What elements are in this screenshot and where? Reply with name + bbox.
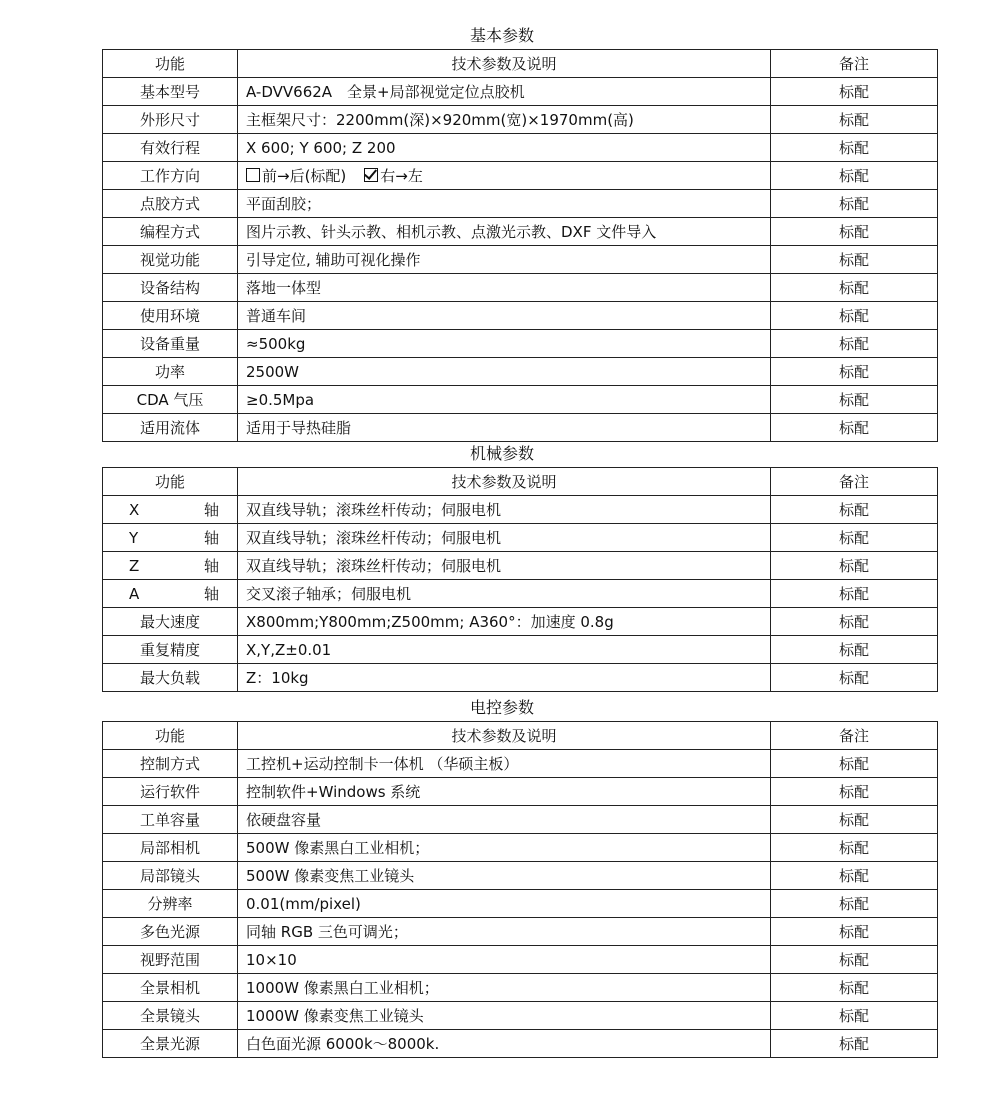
- table-row: [103, 190, 938, 218]
- axis-func-cell: [103, 580, 238, 608]
- row-func: 基本型号: [103, 78, 238, 106]
- row-spec: 图片示教、针头示教、相机示教、点激光示教、DXF 文件导入: [238, 218, 771, 246]
- row-note: 标配: [771, 890, 938, 918]
- row-note: 标配: [771, 974, 938, 1002]
- table-header-row: [103, 468, 938, 496]
- row-note: 标配: [771, 78, 938, 106]
- row-func: 设备结构: [103, 274, 238, 302]
- row-func: 外形尺寸: [103, 106, 238, 134]
- basic-params-table: [102, 49, 938, 442]
- axis-func-cell: [103, 496, 238, 524]
- row-note: 标配: [771, 524, 938, 552]
- axis-suffix: 轴: [203, 556, 219, 575]
- electrical-params-table: [102, 721, 938, 1058]
- row-note: 标配: [771, 246, 938, 274]
- row-note: 标配: [771, 496, 938, 524]
- row-note: 标配: [771, 274, 938, 302]
- row-func: 功率: [103, 358, 238, 386]
- table-row: [103, 750, 938, 778]
- row-func: 全景光源: [103, 1030, 238, 1058]
- axis-func-cell: [103, 552, 238, 580]
- row-func: 全景镜头: [103, 1002, 238, 1030]
- row-func: 使用环境: [103, 302, 238, 330]
- mechanical-params-title: 机械参数: [469, 444, 534, 463]
- row-spec: X800mm;Y800mm;Z500mm; A360°：加速度 0.8g: [238, 608, 771, 636]
- header-spec: 技术参数及说明: [238, 722, 771, 750]
- table-row: [103, 974, 938, 1002]
- row-note: 标配: [771, 834, 938, 862]
- header-note: 备注: [771, 50, 938, 78]
- axis-func-cell: [103, 524, 238, 552]
- row-note: 标配: [771, 1030, 938, 1058]
- table-row: [103, 1002, 938, 1030]
- row-spec: 2500W: [238, 358, 771, 386]
- row-spec: 500W 像素变焦工业镜头: [238, 862, 771, 890]
- row-func: 全景相机: [103, 974, 238, 1002]
- table-row: [103, 414, 938, 442]
- table-row: [103, 78, 938, 106]
- row-note: 标配: [771, 302, 938, 330]
- electrical-params-section: [102, 695, 902, 1058]
- row-note: 标配: [771, 778, 938, 806]
- table-row: [103, 218, 938, 246]
- row-func: 分辨率: [103, 890, 238, 918]
- option-front-back-label: 前→后(标配): [262, 166, 347, 185]
- table-row: [103, 386, 938, 414]
- axis-label: Y: [129, 528, 139, 547]
- row-note: 标配: [771, 106, 938, 134]
- row-spec: ≥0.5Mpa: [238, 386, 771, 414]
- row-spec: 双直线导轨；滚珠丝杆传动；伺服电机: [238, 496, 771, 524]
- table-row: [103, 778, 938, 806]
- row-spec: 10×10: [238, 946, 771, 974]
- table-row: [103, 358, 938, 386]
- row-spec: 500W 像素黑白工业相机；: [238, 834, 771, 862]
- row-note: 标配: [771, 552, 938, 580]
- row-func: 重复精度: [103, 636, 238, 664]
- table-row: [103, 106, 938, 134]
- row-func: 点胶方式: [103, 190, 238, 218]
- header-func: 功能: [103, 468, 238, 496]
- row-func: 适用流体: [103, 414, 238, 442]
- mechanical-params-table: [102, 467, 938, 692]
- row-spec: 控制软件+Windows 系统: [238, 778, 771, 806]
- table-row: [103, 862, 938, 890]
- basic-params-title: 基本参数: [469, 26, 534, 45]
- row-note: 标配: [771, 1002, 938, 1030]
- row-spec: 平面刮胶；: [238, 190, 771, 218]
- electrical-params-title: 电控参数: [469, 698, 534, 717]
- row-spec: 双直线导轨；滚珠丝杆传动；伺服电机: [238, 524, 771, 552]
- table-row: [103, 890, 938, 918]
- header-note: 备注: [771, 722, 938, 750]
- axis-label: A: [129, 584, 140, 603]
- row-spec: 0.01(mm/pixel): [238, 890, 771, 918]
- table-row: [103, 162, 938, 190]
- row-spec: 主框架尺寸：2200mm(深)×920mm(宽)×1970mm(高): [238, 106, 771, 134]
- row-note: 标配: [771, 636, 938, 664]
- row-func: 最大速度: [103, 608, 238, 636]
- table-row: [103, 1030, 938, 1058]
- row-spec: 1000W 像素变焦工业镜头: [238, 1002, 771, 1030]
- axis-label: X: [129, 500, 140, 519]
- table-header-row: [103, 50, 938, 78]
- table-row: [103, 274, 938, 302]
- row-func: 工单容量: [103, 806, 238, 834]
- header-spec: 技术参数及说明: [238, 50, 771, 78]
- row-note: 标配: [771, 190, 938, 218]
- table-row: [103, 524, 938, 552]
- row-func: 视野范围: [103, 946, 238, 974]
- row-spec: 白色面光源 6000k～8000k.: [238, 1030, 771, 1058]
- row-spec: 交叉滚子轴承；伺服电机: [238, 580, 771, 608]
- row-func: 最大负载: [103, 664, 238, 692]
- row-note: 标配: [771, 386, 938, 414]
- row-func: 局部镜头: [103, 862, 238, 890]
- row-func: 视觉功能: [103, 246, 238, 274]
- row-note: 标配: [771, 862, 938, 890]
- table-row: [103, 806, 938, 834]
- table-row: [103, 496, 938, 524]
- row-note: 标配: [771, 134, 938, 162]
- checkbox-front-back[interactable]: [246, 168, 260, 182]
- axis-suffix: 轴: [203, 500, 219, 519]
- axis-suffix: 轴: [203, 528, 219, 547]
- row-spec: 依硬盘容量: [238, 806, 771, 834]
- basic-params-section: [102, 23, 902, 442]
- table-row: [103, 246, 938, 274]
- header-func: 功能: [103, 50, 238, 78]
- table-row: [103, 834, 938, 862]
- header-func: 功能: [103, 722, 238, 750]
- row-note: 标配: [771, 946, 938, 974]
- row-spec: ≈500kg: [238, 330, 771, 358]
- axis-suffix: 轴: [203, 584, 219, 603]
- table-row: [103, 552, 938, 580]
- table-row: [103, 664, 938, 692]
- row-note: 标配: [771, 806, 938, 834]
- row-spec: 同轴 RGB 三色可调光；: [238, 918, 771, 946]
- table-header-row: [103, 722, 938, 750]
- row-func: 局部相机: [103, 834, 238, 862]
- row-func: 有效行程: [103, 134, 238, 162]
- table-row: [103, 946, 938, 974]
- row-spec: A-DVV662A 全景+局部视觉定位点胶机: [238, 78, 771, 106]
- mechanical-params-section: [102, 441, 902, 692]
- row-spec: Z：10kg: [238, 664, 771, 692]
- row-func: CDA 气压: [103, 386, 238, 414]
- table-row: [103, 608, 938, 636]
- row-func: 多色光源: [103, 918, 238, 946]
- table-row: [103, 918, 938, 946]
- row-spec: 普通车间: [238, 302, 771, 330]
- row-note: 标配: [771, 608, 938, 636]
- row-spec: 1000W 像素黑白工业相机；: [238, 974, 771, 1002]
- row-note: 标配: [771, 664, 938, 692]
- row-spec: 引导定位, 辅助可视化操作: [238, 246, 771, 274]
- row-spec: 工控机+运动控制卡一体机 （华硕主板）: [238, 750, 771, 778]
- header-spec: 技术参数及说明: [238, 468, 771, 496]
- row-func: 编程方式: [103, 218, 238, 246]
- row-note: 标配: [771, 750, 938, 778]
- row-spec: X 600; Y 600; Z 200: [238, 134, 771, 162]
- row-note: 标配: [771, 414, 938, 442]
- row-note: 标配: [771, 330, 938, 358]
- work-direction-options: [238, 162, 771, 190]
- row-spec: 双直线导轨；滚珠丝杆传动；伺服电机: [238, 552, 771, 580]
- row-note: 标配: [771, 358, 938, 386]
- row-note: 标配: [771, 918, 938, 946]
- table-row: [103, 302, 938, 330]
- row-spec: 适用于导热硅脂: [238, 414, 771, 442]
- row-note: 标配: [771, 162, 938, 190]
- header-note: 备注: [771, 468, 938, 496]
- table-row: [103, 580, 938, 608]
- row-func: 运行软件: [103, 778, 238, 806]
- row-spec: 落地一体型: [238, 274, 771, 302]
- checkbox-right-left[interactable]: [364, 168, 378, 182]
- row-func: 设备重量: [103, 330, 238, 358]
- row-func: 控制方式: [103, 750, 238, 778]
- row-note: 标配: [771, 580, 938, 608]
- table-row: [103, 636, 938, 664]
- table-row: [103, 330, 938, 358]
- row-note: 标配: [771, 218, 938, 246]
- axis-label: Z: [129, 556, 140, 575]
- row-spec: X,Y,Z±0.01: [238, 636, 771, 664]
- table-row: [103, 134, 938, 162]
- option-right-left-label: 右→左: [380, 166, 423, 185]
- row-func: 工作方向: [103, 162, 238, 190]
